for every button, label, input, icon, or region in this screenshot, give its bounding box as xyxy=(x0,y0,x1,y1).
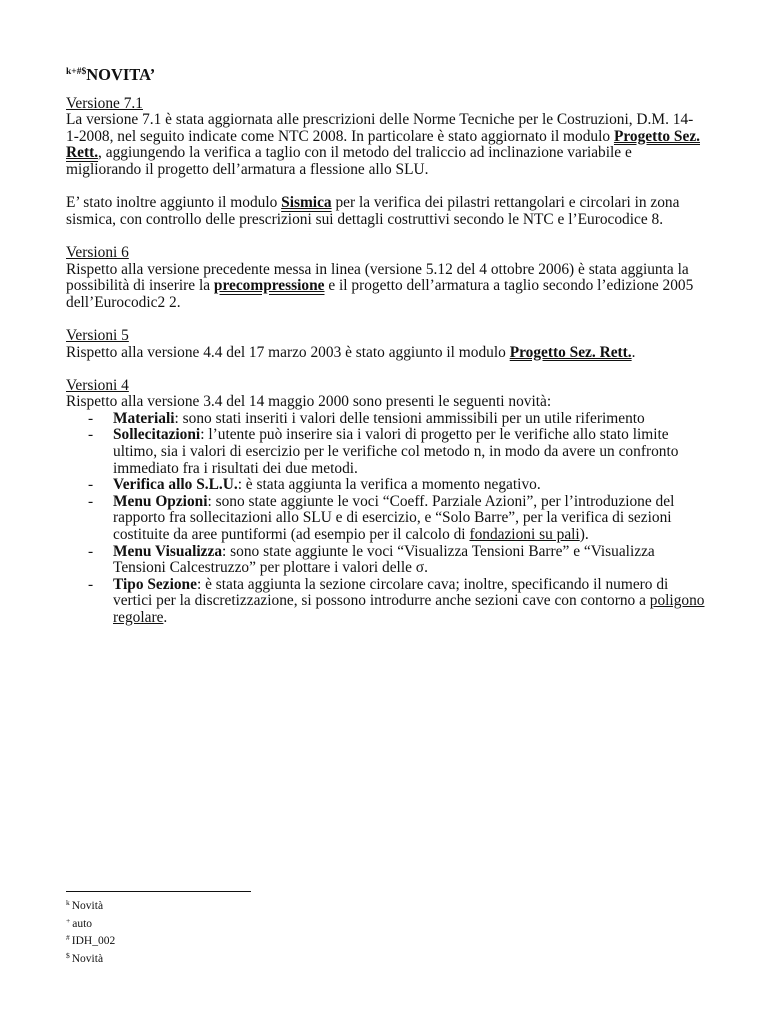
link-progetto-sez-rett[interactable]: Progetto Sez. Rett. xyxy=(66,127,700,162)
dash: - xyxy=(88,409,94,427)
footnote-mark: # xyxy=(66,933,70,942)
item-text: : è stata aggiunta la verifica a momento negativo. xyxy=(237,476,541,494)
item-label: Tipo Sezione xyxy=(113,575,197,593)
paragraph xyxy=(66,112,706,178)
text: per la verifica dei pilastri rettangolari e circolari in zona sismica, con controllo delle prescrizioni sui dettagli costruttivi secondo le NTC e l’Eurocodice 8. xyxy=(66,194,680,228)
footnote xyxy=(66,914,252,932)
paragraph xyxy=(66,195,706,228)
footnote xyxy=(66,949,252,967)
item-label: Menu Opzioni xyxy=(113,492,208,510)
item-text: : sono stati inseriti i valori delle tensioni ammissibili per un utile riferimento xyxy=(174,409,645,427)
list-item xyxy=(66,544,706,577)
footnote xyxy=(66,931,252,949)
paragraph: Rispetto alla versione 3.4 del 14 maggio 2000 sono presenti le seguenti novità: xyxy=(66,393,552,411)
item-text: : sono state aggiunte le voci “Coeff. Parziale Azioni”, per l’introduzione del rapporto fra sollecitazioni allo SLU e di esercizio, e “Solo Barre”, per la verifica di sezioni costituite da aree puntiformi (ad esempio per il calcolo di xyxy=(113,492,675,544)
footnote-text: Novità xyxy=(71,900,104,912)
text: Rispetto alla versione 4.4 del 17 marzo 2003 è stato aggiunto il modulo xyxy=(66,343,510,361)
title-text: NOVITA’ xyxy=(86,65,156,84)
dash: - xyxy=(88,426,94,444)
link-poligono-regolare[interactable]: poligono regolare xyxy=(113,592,705,626)
section-v6 xyxy=(66,245,706,311)
item-label: Menu Visualizza xyxy=(113,542,223,560)
item-text: : sono state aggiunte le voci “Visualizza Tensioni Barre” e “Visualizza Tensioni Calcestruzzo” per plottare i valori delle σ. xyxy=(113,542,655,577)
text: E’ stato inoltre aggiunto il modulo xyxy=(66,194,282,212)
link-precompressione[interactable]: precompressione xyxy=(213,277,325,295)
version-heading: Versioni 6 xyxy=(66,243,129,261)
paragraph xyxy=(66,345,706,362)
footnote-divider xyxy=(66,891,251,892)
text: . xyxy=(631,343,636,361)
item-text: : l’utente può inserire sia i valori di progetto per le verifiche allo stato limite ultimo, sia i valori di esercizio per le verifiche col metodo n, in modo da avere un confronto immediato fra i risultati dei due metodi. xyxy=(113,426,679,477)
footnote-text: auto xyxy=(72,917,93,930)
list-item xyxy=(66,411,706,428)
document-body xyxy=(66,64,706,643)
text: Rispetto alla versione precedente messa in linea (versione 5.12 del 4 ottobre 2006) è stata aggiunta la possibilità di inserire la xyxy=(66,260,689,295)
footnote-mark: $ xyxy=(66,950,70,960)
dash: - xyxy=(88,575,94,593)
item-text: : è stata aggiunta la sezione circolare cava; inoltre, specificando il numero di vertici per la discretizzazione, si possono introdurre anche sezioni cave con contorno a xyxy=(113,575,669,610)
page-title xyxy=(66,64,706,84)
footnote-text: IDH_002 xyxy=(71,935,116,947)
link-progetto-sez-rett[interactable]: Progetto Sez. Rett. xyxy=(509,343,632,361)
item-label: Materiali xyxy=(113,409,175,427)
text: , aggiungendo la verifica a taglio con il metodo del traliccio ad inclinazione variabile e migliorando il progetto dell’armatura a flessione allo SLU. xyxy=(66,144,632,178)
dash: - xyxy=(88,492,94,510)
section-v4 xyxy=(66,378,706,627)
section-v71 xyxy=(66,96,706,179)
item-label: Verifica allo S.L.U. xyxy=(113,476,238,494)
footnotes xyxy=(66,891,252,966)
item-label: Sollecitazioni xyxy=(113,426,201,444)
item-text: ). xyxy=(579,526,589,544)
version-heading: Versioni 5 xyxy=(66,326,129,344)
dash: - xyxy=(88,542,94,560)
item-text: . xyxy=(163,609,168,626)
list-item xyxy=(66,427,706,477)
footnote-mark: + xyxy=(66,915,71,925)
footnote-mark: k xyxy=(66,898,70,907)
link-fondazioni-su-pali[interactable]: fondazioni su pali xyxy=(469,526,580,544)
footnote-text: Novità xyxy=(71,952,104,965)
feature-list xyxy=(66,411,706,627)
list-item xyxy=(66,494,706,544)
text: La versione 7.1 è stata aggiornata alle prescrizioni delle Norme Tecniche per le Costruzioni, D.M. 14-1-2008, nel seguito indicate come NTC 2008. In particolare è stato aggiornato il modulo xyxy=(66,111,694,145)
link-sismica[interactable]: Sismica xyxy=(281,194,332,212)
dash: - xyxy=(88,476,94,494)
list-item xyxy=(66,577,706,627)
version-heading: Versioni 4 xyxy=(66,376,129,394)
section-v71-sismica xyxy=(66,195,706,228)
section-v5 xyxy=(66,328,706,361)
list-item xyxy=(66,477,706,494)
text: e il progetto dell’armatura a taglio secondo l’edizione 2005 dell’Eurocodic2 2. xyxy=(66,277,694,311)
paragraph xyxy=(66,262,706,312)
footnote xyxy=(66,896,252,914)
version-heading: Versione 7.1 xyxy=(66,94,143,112)
title-marks: k+#$ xyxy=(66,67,87,77)
